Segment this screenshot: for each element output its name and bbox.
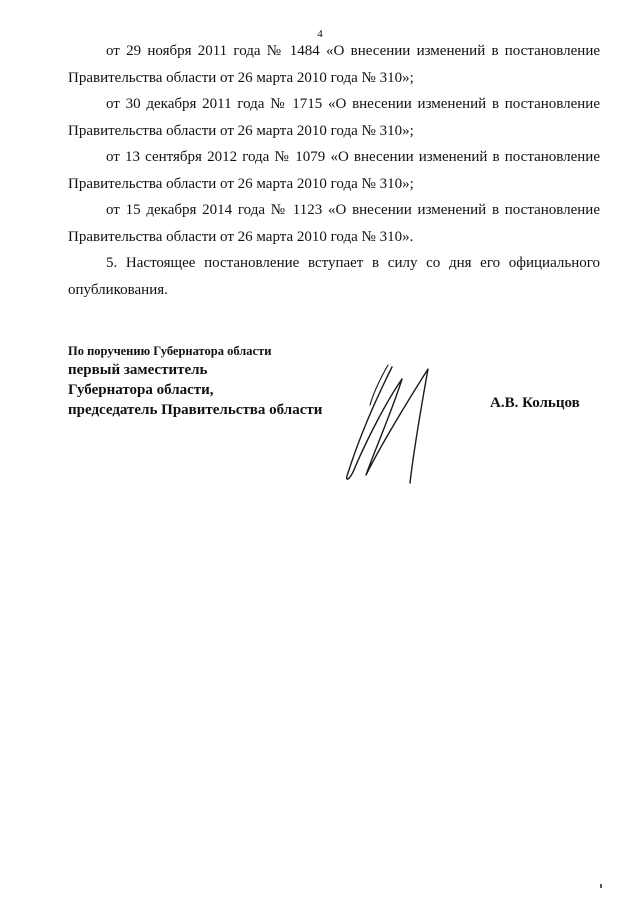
signer-title-line-3: председатель Правительства области xyxy=(68,402,323,418)
page-number: 4 xyxy=(317,28,323,40)
clause-5: 5. Настоящее постановление вступает в силу со дня его официального опубликования. xyxy=(68,255,600,298)
amendment-item-3: от 13 сентября 2012 года № 1079 «О внесении изменений в постановление Правительства области от 26 марта 2010 года № 310»; xyxy=(68,149,600,192)
signer-title-line-2: Губернатора области, xyxy=(68,382,214,398)
signature-block xyxy=(68,342,322,420)
amendment-item-2: от 30 декабря 2011 года № 1715 «О внесении изменений в постановление Правительства области от 26 марта 2010 года № 310»; xyxy=(68,96,600,139)
signer-title-line-1: первый заместитель xyxy=(68,362,208,378)
amendment-item-1: от 29 ноября 2011 года № 1484 «О внесении изменений в постановление Правительства области от 26 марта 2010 года № 310»; xyxy=(68,43,600,86)
amendment-item-4: от 15 декабря 2014 года № 1123 «О внесении изменений в постановление Правительства области от 26 марта 2010 года № 310». xyxy=(68,202,600,245)
signer-name: А.В. Кольцов xyxy=(490,395,580,411)
signer-authority-note: По поручению Губернатора области xyxy=(68,344,272,358)
document-body xyxy=(68,38,600,303)
handwritten-signature xyxy=(330,355,450,490)
scan-mark xyxy=(600,884,602,888)
